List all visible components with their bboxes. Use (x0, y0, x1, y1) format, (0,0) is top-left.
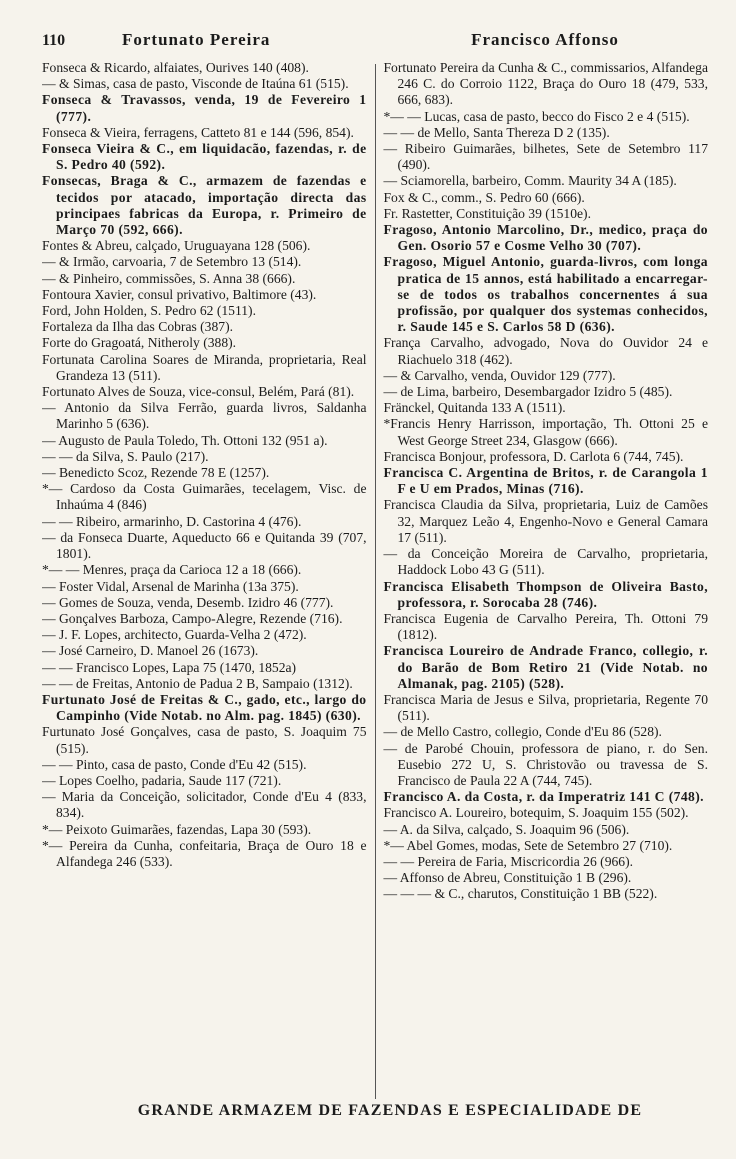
directory-entry: — — Ribeiro, armarinho, D. Castorina 4 (476). (42, 513, 302, 529)
directory-entry: *— Peixoto Guimarães, fazendas, Lapa 30 (593). (42, 821, 312, 837)
directory-entry: Fortunata Carolina Soares de Miranda, proprietaria, Real Grandeza 13 (511). (42, 351, 367, 383)
directory-entry: Fonsecas, Braga & C., armazem de fazendas e tecidos por atacado, importação directa das principaes fabricas da Europa, r. Primeiro de Março 70 (592, 666). (42, 173, 367, 238)
directory-entry: — — Pereira de Faria, Miscricordia 26 (966). (383, 853, 634, 869)
directory-entry: Francisca Claudia da Silva, proprietaria, Luiz de Camões 32, Marquez Leão 4, Engenho-Novo e General Camara 17 (511). (383, 497, 708, 545)
left-column (42, 60, 375, 1105)
directory-entry: — de Parobé Chouin, professora de piano, r. do Sen. Eusebio 272 U, S. Christovão ou travessa de S. Francisco de Paula 22 A (744, 745). (383, 740, 708, 788)
directory-entry: — Affonso de Abreu, Constituição 1 B (296). (383, 870, 632, 886)
directory-entry: — — de Freitas, Antonio de Padua 2 B, Sampaio (1312). (42, 675, 353, 691)
directory-entry: — Augusto de Paula Toledo, Th. Ottoni 132 (951 a). (42, 432, 328, 448)
directory-entry: Fortunato Pereira da Cunha & C., commissarios, Alfandega 246 C. do Corroio 1122, Braça do Ouro 18 (479, 533, 666, 683). (383, 60, 708, 108)
directory-entry: — & Irmão, carvoaria, 7 de Setembro 13 (514). (42, 254, 302, 270)
directory-entry: — Benedicto Scoz, Rezende 78 E (1257). (42, 465, 270, 481)
directory-entry: — da Conceição Moreira de Carvalho, proprietaria, Haddock Lobo 43 G (511). (383, 546, 708, 578)
directory-entry: — José Carneiro, D. Manoel 26 (1673). (42, 643, 259, 659)
directory-entry: Francisca Bonjour, professora, D. Carlota 6 (744, 745). (383, 448, 684, 464)
directory-entry: — de Lima, barbeiro, Desembargador Izidro 5 (485). (383, 384, 673, 400)
directory-entry: *— Pereira da Cunha, confeitaria, Braça de Ouro 18 e Alfandega 246 (533). (42, 837, 367, 869)
directory-entry: Fonseca & Travassos, venda, 19 de Fevereiro 1 (777). (42, 92, 367, 124)
directory-entry: Fonseca & Vieira, ferragens, Catteto 81 e 144 (596, 854). (42, 124, 354, 140)
directory-entry: *— Cardoso da Costa Guimarães, tecelagem, Visc. de Inhaúma 4 (846) (42, 481, 367, 513)
directory-entry: Fontoura Xavier, consul privativo, Baltimore (43). (42, 286, 317, 302)
directory-entry: Francisco A. Loureiro, botequim, S. Joaquim 155 (502). (383, 805, 689, 821)
directory-entry: Francisca C. Argentina de Britos, r. de Carangola 1 F e U em Prados, Minas (716). (383, 465, 708, 497)
directory-entry: Francisca Loureiro de Andrade Franco, collegio, r. do Barão de Bom Retiro 21 (Vide Notab. no Almanak, pag. 2105) (528). (383, 643, 708, 691)
directory-entry: — A. da Silva, calçado, S. Joaquim 96 (506). (383, 821, 630, 837)
directory-entry: — Maria da Conceição, solicitador, Conde d'Eu 4 (833, 834). (42, 789, 367, 821)
directory-entry: Francisca Eugenia de Carvalho Pereira, Th. Ottoni 79 (1812). (383, 610, 708, 643)
columns (42, 60, 708, 1105)
directory-entry: França Carvalho, advogado, Nova do Ouvidor 24 e Riachuelo 318 (462). (383, 335, 708, 367)
directory-entry: — Antonio da Silva Ferrão, guarda livros, Saldanha Marinho 5 (636). (42, 400, 367, 432)
directory-entry: Forte do Gragoatá, Nitheroly (388). (42, 335, 237, 351)
directory-entry: — & Pinheiro, commissões, S. Anna 38 (666). (42, 270, 296, 286)
directory-entry: Fragoso, Miguel Antonio, guarda-livros, com longa pratica de 15 annos, está habilitado a encarregar-se de todos os trabalhos concernentes á sua profissão, por qualquer dos systemas conhecidos, r. Saude 145 e S. Carlos 58 D (636). (383, 254, 708, 335)
directory-entry: Fox & C., comm., S. Pedro 60 (666). (383, 189, 585, 205)
directory-entry: Fontes & Abreu, calçado, Uruguayana 128 (506). (42, 238, 311, 254)
directory-entry: Fr. Rastetter, Constituição 39 (1510e). (383, 205, 591, 221)
directory-entry: Francisco A. da Costa, r. da Imperatriz 141 C (748). (383, 789, 704, 805)
directory-entry: — & Carvalho, venda, Ouvidor 129 (777). (383, 367, 616, 383)
left-running-head: Fortunato Pereira (122, 30, 271, 49)
directory-entry: — & Simas, casa de pasto, Visconde de Itaúna 61 (515). (42, 76, 349, 92)
page-footer-advert: GRANDE ARMAZEM DE FAZENDAS E ESPECIALIDADE DE (137, 1102, 643, 1119)
directory-entry: *— — Menres, praça da Carioca 12 a 18 (666). (42, 562, 302, 578)
directory-entry: Ford, John Holden, S. Pedro 62 (1511). (42, 303, 256, 319)
directory-entry: — Ribeiro Guimarães, bilhetes, Sete de Setembro 117 (490). (383, 141, 708, 173)
directory-entry: Fortaleza da Ilha das Cobras (387). (42, 319, 234, 335)
directory-entry: — — Pinto, casa de pasto, Conde d'Eu 42 (515). (42, 756, 307, 772)
directory-entry: — da Fonseca Duarte, Aqueducto 66 e Quitanda 39 (707, 1801). (42, 529, 367, 562)
directory-entry: Francisca Elisabeth Thompson de Oliveira Basto, professora, r. Sorocaba 28 (746). (383, 578, 708, 610)
directory-entry: Fonseca Vieira & C., em liquidacão, fazendas, r. de S. Pedro 40 (592). (42, 141, 367, 173)
directory-entry: — Gomes de Souza, venda, Desemb. Izidro 46 (777). (42, 594, 334, 610)
page-header (42, 30, 708, 60)
directory-entry: — de Mello Castro, collegio, Conde d'Eu 86 (528). (383, 724, 662, 740)
directory-entry: — — de Mello, Santa Thereza D 2 (135). (383, 124, 610, 140)
right-column (375, 60, 708, 1105)
directory-entry: — — da Silva, S. Paulo (217). (42, 448, 209, 464)
directory-entry: — Sciamorella, barbeiro, Comm. Maurity 34 A (185). (383, 173, 677, 189)
directory-entry: *— — Lucas, casa de pasto, becco do Fisco 2 e 4 (515). (383, 108, 690, 124)
directory-entry: — — — & C., charutos, Constituição 1 BB (522). (383, 886, 658, 902)
directory-entry: Fränckel, Quitanda 133 A (1511). (383, 400, 566, 416)
directory-entry: — Gonçalves Barboza, Campo-Alegre, Rezende (716). (42, 610, 343, 626)
directory-entry: Fortunato Alves de Souza, vice-consul, Belém, Pará (81). (42, 384, 355, 400)
directory-entry: — J. F. Lopes, architecto, Guarda-Velha 2 (472). (42, 627, 307, 643)
directory-entry: *— Abel Gomes, modas, Sete de Setembro 27 (710). (383, 837, 673, 853)
directory-entry: — Lopes Coelho, padaria, Saude 117 (721). (42, 772, 282, 788)
directory-entry: — Foster Vidal, Arsenal de Marinha (13a 375). (42, 578, 299, 594)
directory-entry: Fonseca & Ricardo, alfaiates, Ourives 140 (408). (42, 60, 309, 75)
directory-entry: Francisca Maria de Jesus e Silva, proprietaria, Regente 70 (511). (383, 691, 708, 724)
directory-entry: *Francis Henry Harrisson, importação, Th. Ottoni 25 e West George Street 234, Glasgow (666). (383, 416, 708, 448)
directory-entry: Furtunato José Gonçalves, casa de pasto, S. Joaquim 75 (515). (42, 724, 367, 756)
directory-entry: Furtunato José de Freitas & C., gado, etc., largo do Campinho (Vide Notab. no Alm. pag. 1845) (630). (42, 691, 367, 724)
page-number: 110 (42, 32, 66, 49)
directory-entry: — — Francisco Lopes, Lapa 75 (1470, 1852a) (42, 659, 297, 675)
directory-entry: Fragoso, Antonio Marcolino, Dr., medico, praça do Gen. Osorio 57 e Cosme Velho 30 (707). (383, 222, 708, 254)
right-running-head: Francisco Affonso (471, 30, 619, 49)
